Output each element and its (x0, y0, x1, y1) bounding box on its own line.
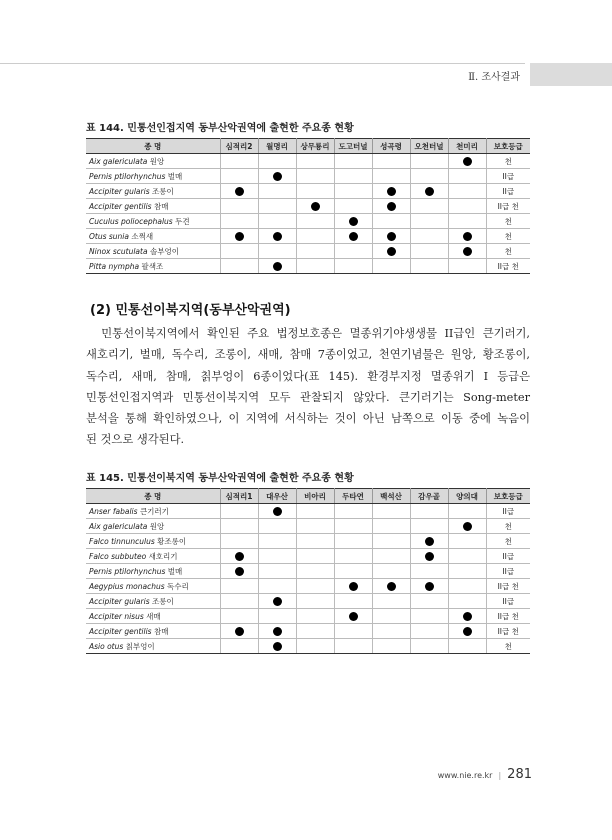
site-cell (258, 154, 296, 169)
species-cell (86, 534, 220, 549)
site-cell (448, 504, 486, 519)
column-header: 백석산 (372, 489, 410, 504)
site-cell (448, 594, 486, 609)
site-cell (296, 169, 334, 184)
table-row (86, 549, 530, 564)
site-cell (448, 184, 486, 199)
presence-dot-icon (425, 582, 434, 591)
korean-name: 조롱이 (152, 186, 174, 196)
site-cell (296, 199, 334, 214)
protection-grade: 천 (486, 229, 530, 244)
presence-dot-icon (463, 157, 472, 166)
scientific-name: Otus sunia (89, 231, 129, 241)
presence-dot-icon (425, 552, 434, 561)
korean-name: 팔색조 (141, 261, 164, 271)
site-cell (448, 534, 486, 549)
running-header: Ⅱ. 조사결과 (468, 72, 520, 83)
korean-name: 참매 (153, 626, 169, 636)
site-cell (334, 609, 372, 624)
scientific-name: Falco subbuteo (89, 551, 147, 561)
table-row (86, 229, 530, 244)
table-row (86, 579, 530, 594)
site-cell (258, 609, 296, 624)
site-cell (334, 504, 372, 519)
korean-name: 원앙 (149, 156, 165, 166)
presence-dot-icon (463, 612, 472, 621)
korean-name: 조롱이 (152, 596, 174, 606)
site-cell (220, 154, 258, 169)
site-cell (410, 259, 448, 274)
site-cell (220, 534, 258, 549)
presence-dot-icon (273, 642, 282, 651)
site-cell (372, 169, 410, 184)
site-cell (334, 214, 372, 229)
site-cell (448, 624, 486, 639)
site-cell (410, 229, 448, 244)
table-row (86, 534, 530, 549)
site-cell (372, 259, 410, 274)
column-header: 성곡령 (372, 139, 410, 154)
footer-url: www.nie.re.kr (437, 771, 493, 780)
korean-name: 원앙 (149, 521, 165, 531)
species-cell (86, 214, 220, 229)
site-cell (258, 199, 296, 214)
species-cell (86, 639, 220, 654)
protection-grade: II급 (486, 184, 530, 199)
site-cell (296, 244, 334, 259)
site-cell (410, 504, 448, 519)
site-cell (410, 609, 448, 624)
protection-grade: 천 (486, 214, 530, 229)
site-cell (258, 639, 296, 654)
site-cell (258, 579, 296, 594)
column-header: 심적리2 (220, 139, 258, 154)
table-row (86, 519, 530, 534)
site-cell (448, 169, 486, 184)
site-cell (220, 169, 258, 184)
presence-dot-icon (349, 217, 358, 226)
site-cell (258, 624, 296, 639)
table-145-caption: 표 145. 민통선이북지역 동부산악권역에 출현한 주요종 현황 (86, 473, 354, 484)
site-cell (296, 549, 334, 564)
table-header-row (86, 139, 530, 154)
scientific-name: Accipiter gularis (89, 596, 150, 606)
site-cell (296, 534, 334, 549)
korean-name: 두견 (175, 216, 190, 226)
protection-grade: II급 (486, 504, 530, 519)
site-cell (372, 199, 410, 214)
scientific-name: Falco tinnunculus (89, 536, 155, 546)
presence-dot-icon (349, 232, 358, 241)
protection-grade: II급 천 (486, 199, 530, 214)
species-cell (86, 549, 220, 564)
table-row (86, 154, 530, 169)
column-header: 두타연 (334, 489, 372, 504)
table-row (86, 564, 530, 579)
paragraph-line: 분석을 통해 확인하였으나, 이 지역에 서식하는 것이 아닌 남쪽으로 이동 중에 녹음이 (86, 412, 530, 426)
site-cell (296, 609, 334, 624)
site-cell (296, 579, 334, 594)
species-cell (86, 244, 220, 259)
protection-grade: II급 (486, 549, 530, 564)
korean-name: 참매 (153, 201, 169, 211)
presence-dot-icon (273, 627, 282, 636)
scientific-name: Pernis ptilorhynchus (89, 566, 166, 576)
protection-grade: 천 (486, 154, 530, 169)
site-cell (220, 199, 258, 214)
site-cell (220, 579, 258, 594)
site-cell (334, 579, 372, 594)
paragraph-line: 민통선인접지역과 민통선이북지역 모두 관찰되지 않았다. 큰기러기는 Song-meter (86, 390, 530, 404)
presence-dot-icon (273, 172, 282, 181)
site-cell (258, 229, 296, 244)
site-cell (296, 594, 334, 609)
site-cell (296, 519, 334, 534)
table-row (86, 214, 530, 229)
protection-grade: 천 (486, 534, 530, 549)
table-row (86, 184, 530, 199)
scientific-name: Accipiter gularis (89, 186, 150, 196)
site-cell (296, 624, 334, 639)
site-cell (410, 624, 448, 639)
protection-grade: II급 (486, 594, 530, 609)
presence-dot-icon (235, 627, 244, 636)
table-144-caption: 표 144. 민통선인접지역 동부산악권역에 출현한 주요종 현황 (86, 123, 354, 134)
site-cell (220, 229, 258, 244)
scientific-name: Aegypius monachus (89, 581, 165, 591)
column-header: 천미리 (448, 139, 486, 154)
presence-dot-icon (235, 552, 244, 561)
species-cell (86, 564, 220, 579)
site-cell (220, 214, 258, 229)
column-header: 보호등급 (486, 139, 530, 154)
species-cell (86, 624, 220, 639)
site-cell (372, 534, 410, 549)
species-cell (86, 609, 220, 624)
column-header: 월명리 (258, 139, 296, 154)
site-cell (220, 564, 258, 579)
korean-name: 솔부엉이 (149, 246, 179, 256)
site-cell (448, 564, 486, 579)
site-cell (258, 564, 296, 579)
presence-dot-icon (463, 232, 472, 241)
korean-name: 소쩍새 (131, 231, 154, 241)
column-header: 종 명 (86, 139, 220, 154)
site-cell (258, 214, 296, 229)
protection-grade: II급 (486, 564, 530, 579)
korean-name: 독수리 (167, 581, 189, 591)
site-cell (410, 169, 448, 184)
presence-dot-icon (463, 247, 472, 256)
species-cell (86, 169, 220, 184)
site-cell (258, 534, 296, 549)
paragraph-line: 된 것으로 생각된다. (86, 433, 185, 447)
column-header: 도고터널 (334, 139, 372, 154)
species-cell (86, 594, 220, 609)
site-cell (220, 639, 258, 654)
site-cell (448, 519, 486, 534)
site-cell (448, 609, 486, 624)
site-cell (220, 184, 258, 199)
protection-grade: 천 (486, 244, 530, 259)
table-row (86, 624, 530, 639)
protection-grade: II급 천 (486, 259, 530, 274)
column-header: 감우골 (410, 489, 448, 504)
site-cell (220, 594, 258, 609)
site-cell (334, 564, 372, 579)
site-cell (448, 549, 486, 564)
site-cell (258, 169, 296, 184)
site-cell (372, 609, 410, 624)
site-cell (334, 594, 372, 609)
presence-dot-icon (311, 202, 320, 211)
table-row (86, 244, 530, 259)
site-cell (372, 564, 410, 579)
paragraph-line: 민통선이북지역에서 확인된 주요 법정보호종은 멸종위기야생생물 II급인 큰기러기, (86, 327, 530, 340)
table-row (86, 639, 530, 654)
site-cell (372, 244, 410, 259)
presence-dot-icon (235, 567, 244, 576)
presence-dot-icon (463, 522, 472, 531)
scientific-name: Accipiter gentilis (89, 626, 152, 636)
scientific-name: Anser fabalis (89, 506, 138, 516)
site-cell (258, 519, 296, 534)
site-cell (410, 579, 448, 594)
site-cell (410, 534, 448, 549)
site-cell (334, 169, 372, 184)
site-cell (334, 259, 372, 274)
korean-name: 큰기러기 (139, 506, 169, 516)
presence-dot-icon (273, 262, 282, 271)
site-cell (220, 519, 258, 534)
scientific-name: Asio otus (89, 641, 124, 651)
site-cell (372, 594, 410, 609)
presence-dot-icon (273, 507, 282, 516)
column-header: 오천터널 (410, 139, 448, 154)
species-cell (86, 519, 220, 534)
site-cell (334, 229, 372, 244)
presence-dot-icon (425, 187, 434, 196)
species-cell (86, 579, 220, 594)
header-tab-block (530, 63, 612, 86)
site-cell (372, 549, 410, 564)
site-cell (448, 214, 486, 229)
section-heading: (2) 민통선이북지역(동부산악권역) (90, 303, 291, 318)
site-cell (410, 639, 448, 654)
site-cell (448, 639, 486, 654)
presence-dot-icon (273, 232, 282, 241)
site-cell (372, 504, 410, 519)
column-header: 비아리 (296, 489, 334, 504)
column-header: 종 명 (86, 489, 220, 504)
page-number: 281 (507, 767, 532, 782)
scientific-name: Accipiter gentilis (89, 201, 152, 211)
site-cell (296, 504, 334, 519)
site-cell (258, 504, 296, 519)
site-cell (334, 154, 372, 169)
site-cell (448, 154, 486, 169)
korean-name: 황조롱이 (157, 536, 187, 546)
site-cell (410, 199, 448, 214)
species-cell (86, 154, 220, 169)
site-cell (410, 519, 448, 534)
protection-grade: 천 (486, 639, 530, 654)
column-header: 대우산 (258, 489, 296, 504)
protection-grade: II급 천 (486, 624, 530, 639)
site-cell (334, 534, 372, 549)
site-cell (372, 519, 410, 534)
column-header: 심적리1 (220, 489, 258, 504)
site-cell (220, 609, 258, 624)
table-row (86, 594, 530, 609)
column-header: 상무룡리 (296, 139, 334, 154)
site-cell (334, 624, 372, 639)
column-header: 보호등급 (486, 489, 530, 504)
body-paragraph (86, 323, 530, 451)
site-cell (220, 244, 258, 259)
presence-dot-icon (387, 232, 396, 241)
species-cell (86, 184, 220, 199)
presence-dot-icon (349, 582, 358, 591)
site-cell (258, 549, 296, 564)
presence-dot-icon (273, 597, 282, 606)
site-cell (334, 549, 372, 564)
site-cell (258, 184, 296, 199)
site-cell (220, 259, 258, 274)
species-cell (86, 259, 220, 274)
site-cell (258, 244, 296, 259)
site-cell (372, 639, 410, 654)
table-row (86, 259, 530, 274)
site-cell (296, 639, 334, 654)
protection-grade: II급 (486, 169, 530, 184)
site-cell (410, 184, 448, 199)
presence-dot-icon (425, 537, 434, 546)
table-header-row (86, 489, 530, 504)
site-cell (372, 229, 410, 244)
site-cell (448, 259, 486, 274)
table-row (86, 199, 530, 214)
site-cell (372, 214, 410, 229)
presence-dot-icon (235, 232, 244, 241)
table-row (86, 504, 530, 519)
table-row (86, 609, 530, 624)
site-cell (448, 199, 486, 214)
protection-grade: II급 천 (486, 609, 530, 624)
footer-separator: | (498, 771, 502, 780)
protection-grade: 천 (486, 519, 530, 534)
site-cell (448, 229, 486, 244)
site-cell (296, 184, 334, 199)
site-cell (334, 199, 372, 214)
site-cell (334, 244, 372, 259)
column-header: 양의대 (448, 489, 486, 504)
site-cell (372, 579, 410, 594)
species-cell (86, 504, 220, 519)
site-cell (258, 259, 296, 274)
site-cell (410, 214, 448, 229)
site-cell (448, 244, 486, 259)
paragraph-line: 새호리기, 벌매, 독수리, 조롱이, 새매, 참매 7종이었고, 천연기념물은 원앙, 황조롱이, (86, 348, 530, 362)
site-cell (220, 504, 258, 519)
table-row (86, 169, 530, 184)
site-cell (220, 624, 258, 639)
site-cell (410, 594, 448, 609)
scientific-name: Ninox scutulata (89, 246, 148, 256)
scientific-name: Aix galericulata (89, 156, 148, 166)
paragraph-line: 독수리, 새매, 참매, 칡부엉이 6종이었다(표 145). 환경부지정 멸종위기 I 등급은 (86, 369, 530, 383)
site-cell (296, 154, 334, 169)
site-cell (334, 639, 372, 654)
presence-dot-icon (387, 187, 396, 196)
site-cell (334, 519, 372, 534)
site-cell (410, 549, 448, 564)
korean-name: 벌매 (167, 171, 183, 181)
korean-name: 새매 (146, 611, 161, 621)
site-cell (410, 154, 448, 169)
presence-dot-icon (235, 187, 244, 196)
presence-dot-icon (349, 612, 358, 621)
site-cell (296, 214, 334, 229)
site-cell (372, 624, 410, 639)
scientific-name: Pitta nympha (89, 261, 140, 271)
scientific-name: Pernis ptilorhynchus (89, 171, 166, 181)
presence-dot-icon (387, 582, 396, 591)
site-cell (410, 564, 448, 579)
site-cell (372, 154, 410, 169)
species-cell (86, 199, 220, 214)
site-cell (296, 259, 334, 274)
site-cell (258, 594, 296, 609)
table-144 (86, 138, 530, 274)
presence-dot-icon (387, 202, 396, 211)
site-cell (334, 184, 372, 199)
scientific-name: Accipiter nisus (89, 611, 144, 621)
korean-name: 새호리기 (148, 551, 178, 561)
header-rule (0, 63, 525, 64)
site-cell (410, 244, 448, 259)
korean-name: 칡부엉이 (125, 641, 155, 651)
page-footer (438, 767, 532, 782)
presence-dot-icon (387, 247, 396, 256)
protection-grade: II급 천 (486, 579, 530, 594)
scientific-name: Cuculus poliocephalus (89, 216, 173, 226)
table-145 (86, 488, 530, 654)
presence-dot-icon (463, 627, 472, 636)
site-cell (220, 549, 258, 564)
site-cell (296, 229, 334, 244)
species-cell (86, 229, 220, 244)
site-cell (296, 564, 334, 579)
site-cell (372, 184, 410, 199)
site-cell (448, 579, 486, 594)
scientific-name: Aix galericulata (89, 521, 148, 531)
korean-name: 벌매 (167, 566, 183, 576)
